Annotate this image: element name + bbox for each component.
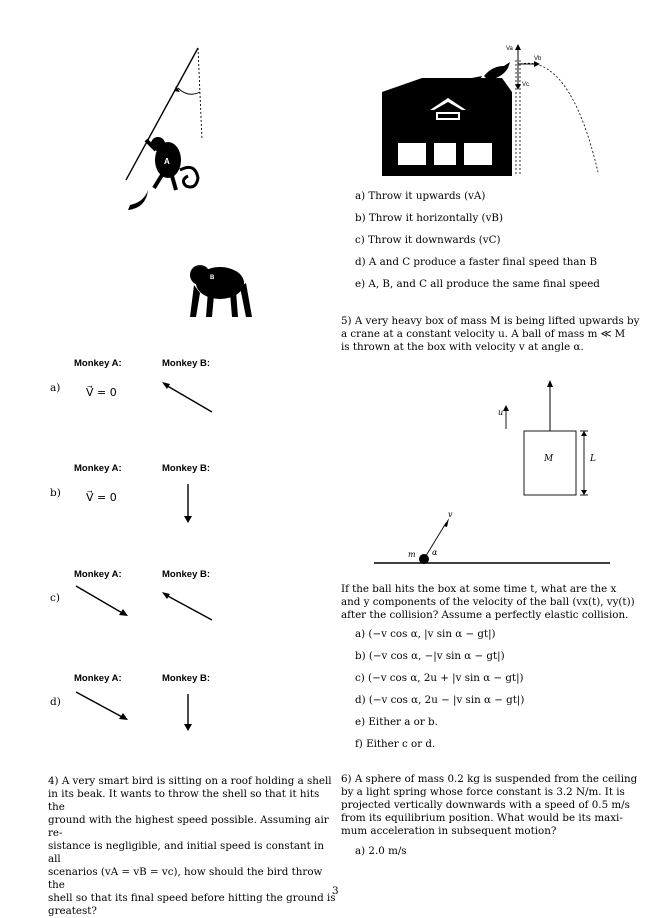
question-4-text (48, 775, 338, 918)
page-number: 3 (332, 885, 339, 897)
monkey-a-label: A (164, 157, 170, 166)
header-monkey-a: Monkey A: (74, 358, 122, 369)
arrow-down-right (72, 688, 132, 728)
header-monkey-a: Monkey A: (74, 673, 122, 684)
text-line: If the ball hits the box at some time t, what are the x (341, 583, 617, 595)
option-c: c) Throw it downwards (vC) (355, 234, 501, 246)
header-monkey-a: Monkey A: (74, 463, 122, 474)
question-6-options (355, 845, 645, 861)
option-letter: b) (50, 487, 61, 499)
text-line: 6) A sphere of mass 0.2 kg is suspended from the ceiling (341, 773, 638, 785)
header-monkey-b: Monkey B: (162, 463, 211, 474)
text-line: after the collision? Assume a perfectly elastic collision. (341, 609, 629, 621)
arrow-down (180, 482, 196, 524)
text-line: scenarios (vA = vB = vc), how should the bird throw the (48, 866, 323, 891)
box-ball-figure (370, 375, 620, 565)
gorilla-figure (184, 255, 254, 325)
header-monkey-b: Monkey B: (162, 569, 211, 580)
arrow-up-left (160, 378, 220, 418)
arrow-down-right (72, 582, 132, 622)
option-letter: a) (50, 382, 61, 394)
option-b: b) (−v cos α, −|v sin α − gt|) (355, 650, 505, 662)
option-c: c) (−v cos α, 2u + |v sin α − gt|) (355, 672, 524, 684)
monkey-a-velocity: V⃗ = 0 (86, 491, 117, 504)
option-a: a) Throw it upwards (vA) (355, 190, 486, 202)
option-letter: d) (50, 696, 61, 708)
option-d: d) (−v cos α, 2u − |v sin α − gt|) (355, 694, 525, 706)
header-monkey-b: Monkey B: (162, 673, 211, 684)
option-letter: c) (50, 592, 60, 604)
monkey-vine-figure (110, 40, 230, 220)
option-e: e) Either a or b. (355, 716, 438, 728)
text-line: in its beak. It wants to throw the shell so that it hits the (48, 788, 320, 813)
text-line: mum acceleration in subsequent motion? (341, 825, 557, 837)
text-line: and y components of the velocity of the ball (vx(t), vy(t)) (341, 596, 635, 608)
house-bird-figure (380, 40, 610, 180)
text-line: greatest? (48, 905, 97, 917)
gorilla-b-label: B (210, 275, 215, 281)
text-line: a crane at a constant velocity u. A ball of mass m ≪ M (341, 328, 626, 340)
text-line: 5) A very heavy box of mass M is being lifted upwards by (341, 315, 640, 327)
question-5-text-2 (341, 583, 641, 622)
text-line: sistance is negligible, and initial speed is constant in all (48, 840, 324, 865)
length-label: L (590, 454, 596, 464)
text-line: projected vertically downwards with a speed of 0.5 m/s (341, 799, 630, 811)
va-label: Va (506, 46, 513, 52)
vb-label: Vb (534, 56, 542, 62)
question-5-options (355, 628, 645, 758)
m-label: m (408, 550, 416, 559)
monkey-a-velocity: V⃗ = 0 (86, 386, 117, 399)
u-label: u (498, 408, 504, 417)
option-a: a) 2.0 m/s (355, 845, 407, 857)
question-6-text (341, 773, 641, 838)
text-line: ground with the highest speed possible. Assuming air re- (48, 814, 329, 839)
question-5-text (341, 315, 641, 354)
header-monkey-b: Monkey B: (162, 358, 211, 369)
text-line: by a light spring whose force constant is 3.2 N/m. It is (341, 786, 625, 798)
arrow-up-left (160, 590, 220, 630)
question-4-options (355, 190, 645, 300)
header-monkey-a: Monkey A: (74, 569, 122, 580)
alpha-label: α (432, 548, 438, 557)
arrow-down (180, 692, 196, 734)
option-f: f) Either c or d. (355, 738, 436, 750)
option-e: e) A, B, and C all produce the same final speed (355, 278, 600, 290)
vc-label: Vc (522, 82, 530, 88)
option-d: d) A and C produce a faster final speed than B (355, 256, 598, 268)
option-b: b) Throw it horizontally (vB) (355, 212, 503, 224)
mass-label: M (544, 454, 554, 464)
v-label: v (448, 510, 453, 519)
option-a: a) (−v cos α, |v sin α − gt|) (355, 628, 496, 640)
text-line: is thrown at the box with velocity v at angle α. (341, 341, 584, 353)
text-line: from its equilibrium position. What would be its maxi- (341, 812, 623, 824)
text-line: shell so that its final speed before hitting the ground is (48, 892, 336, 904)
text-line: 4) A very smart bird is sitting on a roof holding a shell (48, 775, 332, 787)
